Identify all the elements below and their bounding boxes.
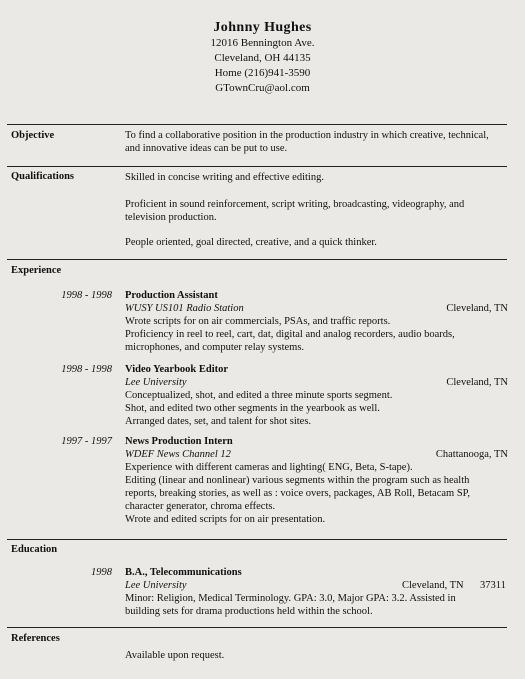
section-label-education: Education — [11, 544, 58, 555]
school-location: Cleveland, TN — [402, 580, 464, 591]
job-description-line: character generator, chroma effects. — [125, 501, 276, 512]
section-divider — [7, 124, 507, 125]
qualifications-list — [125, 171, 505, 261]
job-description-line: Arranged dates, set, and talent for shot sites. — [125, 416, 312, 427]
job-organization: WUSY US101 Radio Station — [125, 303, 244, 314]
qualification-item: Proficient in sound reinforcement, script writing, broadcasting, videography, and television production. — [125, 199, 465, 223]
section-divider — [7, 259, 507, 260]
job-dates: 1998 - 1998 — [61, 290, 112, 301]
job-dates: 1998 - 1998 — [61, 364, 112, 375]
references-text: Available upon request. — [125, 650, 225, 661]
job-location: Cleveland, TN — [446, 377, 508, 388]
education-description-line: Minor: Religion, Medical Terminology. GPA: 3.0, Major GPA: 3.2. Assisted in — [125, 593, 456, 604]
job-description-line: Shot, and edited two other segments in the yearbook as well. — [125, 403, 380, 414]
school-name: Lee University — [125, 580, 187, 591]
job-dates: 1997 - 1997 — [61, 436, 112, 447]
education-description-line: building sets for drama productions held within the school. — [125, 606, 373, 617]
job-description-line: Experience with different cameras and lighting( ENG, Beta, S-tape). — [125, 462, 413, 473]
section-label-experience: Experience — [11, 265, 62, 276]
degree-title: B.A., Telecommunications — [125, 567, 242, 578]
job-location: Chattanooga, TN — [435, 449, 508, 460]
qualification-item: People oriented, goal directed, creative, and a quick thinker. — [125, 237, 377, 248]
section-divider — [7, 627, 507, 628]
job-description-line: Conceptualized, shot, and edited a three minute sports segment. — [125, 390, 393, 401]
objective-text: To find a collaborative position in the production industry in which creative, technical, and innovative ideas can be put to use. — [125, 130, 489, 154]
job-description-line: Wrote scripts for on air commercials, PSAs, and traffic reports. — [125, 316, 391, 327]
job-description-line: Editing (linear and nonlinear) various segments within the program such as health — [125, 475, 470, 486]
candidate-name: Johnny Hughes — [213, 20, 312, 35]
job-organization: WDEF News Channel 12 — [125, 449, 231, 460]
section-label-qualifications: Qualifications — [11, 171, 75, 182]
email-address: GTownCru@aol.com — [215, 82, 310, 94]
section-label-references: References — [11, 633, 60, 644]
job-title: Production Assistant — [125, 290, 218, 301]
job-organization: Lee University — [125, 377, 187, 388]
job-title: Video Yearbook Editor — [125, 364, 229, 375]
job-description — [125, 461, 505, 526]
address-line-1: 12016 Bennington Ave. — [210, 37, 315, 49]
address-line-2: Cleveland, OH 44135 — [214, 52, 311, 64]
job-description — [125, 389, 505, 428]
education-description — [125, 592, 505, 618]
school-zip: 37311 — [480, 580, 506, 591]
job-description-line: reports, breaking stories, as well as : voice overs, packages, AB Roll, Betacam SP, — [125, 488, 470, 499]
job-description-line: Wrote and edited scripts for on air presentation. — [125, 514, 326, 525]
job-description — [125, 315, 505, 354]
section-divider — [7, 539, 507, 540]
qualification-item: Skilled in concise writing and effective editing. — [125, 172, 324, 183]
job-description-line: Proficiency in reel to reel, cart, dat, digital and analog recorders, audio boards, — [125, 329, 455, 340]
section-divider — [7, 166, 507, 167]
resume-header — [0, 20, 525, 96]
education-year: 1998 — [91, 567, 112, 578]
phone-number: Home (216)941-3590 — [214, 67, 311, 79]
job-title: News Production Intern — [125, 436, 233, 447]
job-description-line: microphones, and computer relay systems. — [125, 342, 305, 353]
section-label-objective: Objective — [11, 130, 55, 141]
job-location: Cleveland, TN — [446, 303, 508, 314]
